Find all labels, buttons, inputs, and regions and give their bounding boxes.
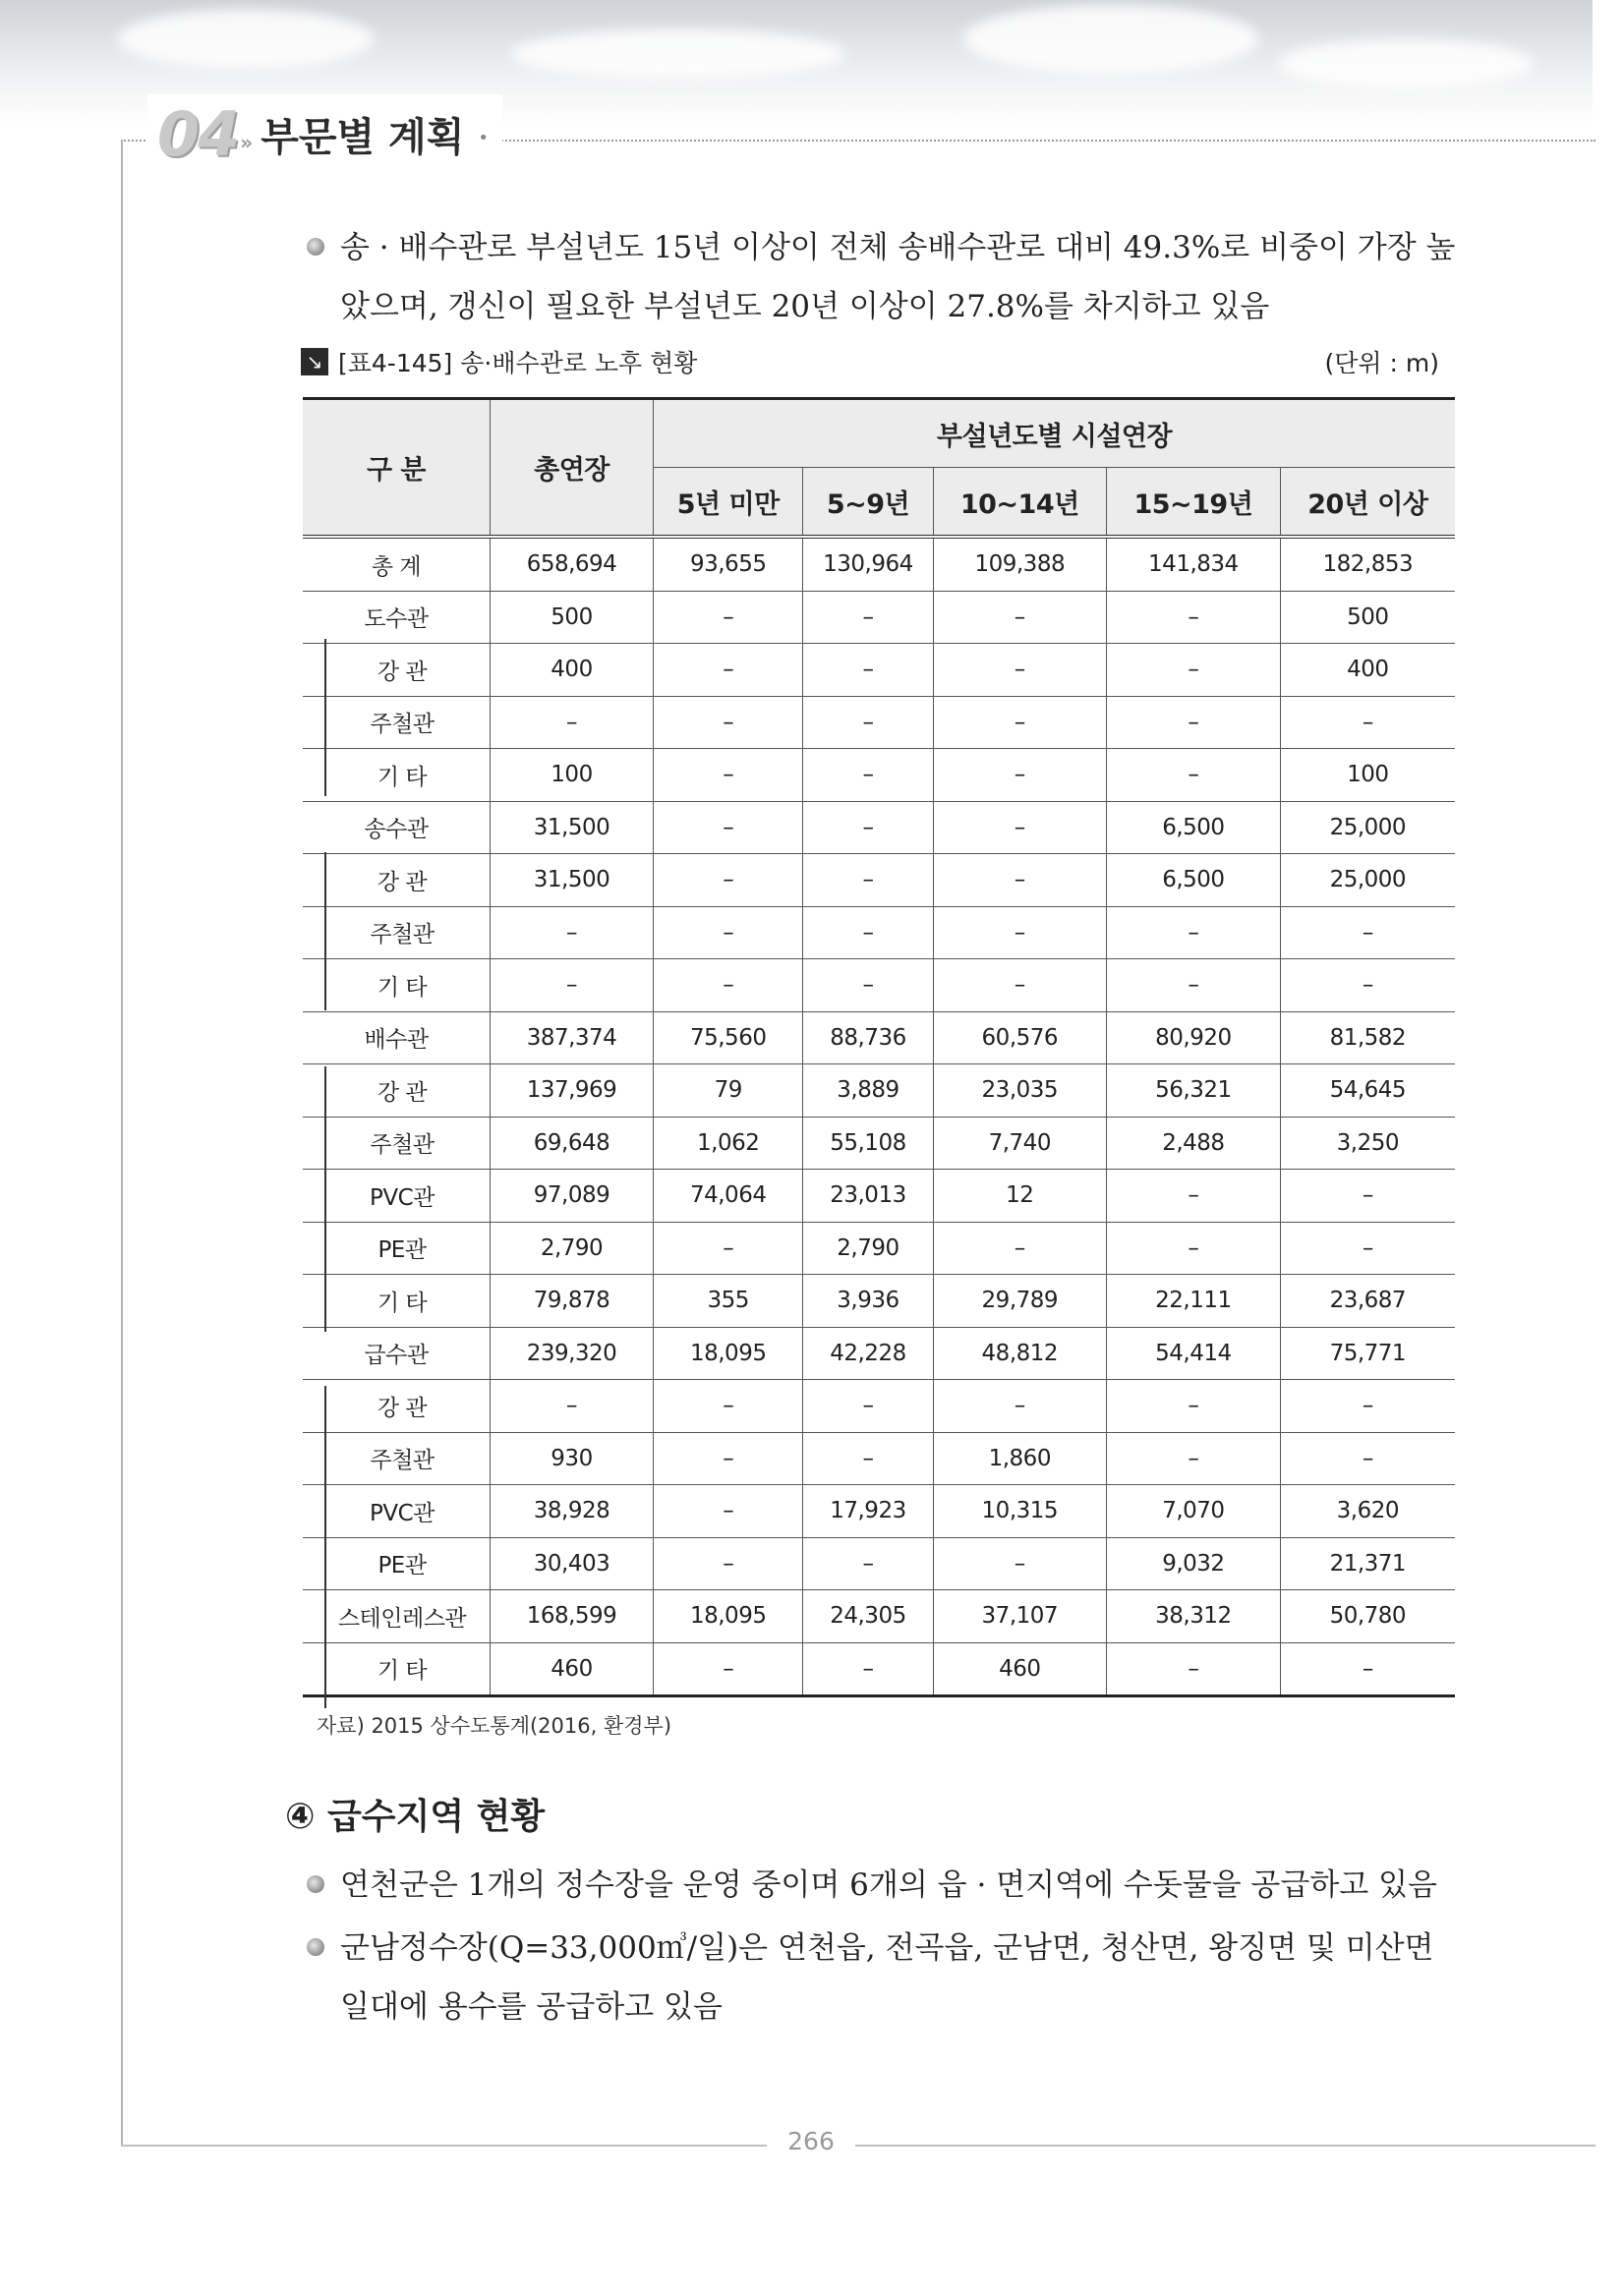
- table-cell: –: [1107, 1380, 1281, 1433]
- table-cell: –: [803, 1642, 933, 1696]
- table-row: [303, 1485, 1455, 1538]
- table-cell: –: [803, 1432, 933, 1485]
- table-cell: –: [933, 591, 1107, 644]
- table-cell: 38,928: [491, 1485, 654, 1538]
- group-bracket-line: [324, 1386, 326, 1708]
- table-cell: 12: [933, 1170, 1107, 1223]
- table-cell: 6,500: [1107, 854, 1281, 907]
- table-cell: 55,108: [803, 1117, 933, 1170]
- table-row: [303, 906, 1455, 959]
- table-cell: –: [654, 1537, 803, 1590]
- table-cell: 2,488: [1107, 1117, 1281, 1170]
- row-label: 기 타: [303, 749, 491, 802]
- table-cell: –: [654, 749, 803, 802]
- table-cell: 31,500: [491, 854, 654, 907]
- table-row: [303, 854, 1455, 907]
- table-cell: 658,694: [491, 537, 654, 591]
- table-cell: 500: [1280, 591, 1455, 644]
- chapter-number: 04: [157, 97, 239, 170]
- group-bracket-line: [324, 1066, 326, 1332]
- table-cell: 7,070: [1107, 1485, 1281, 1538]
- table-cell: 93,655: [654, 537, 803, 591]
- table-cell: –: [803, 959, 933, 1012]
- table-cell: 400: [1280, 644, 1455, 697]
- row-label: 기 타: [303, 959, 491, 1012]
- table-cell: 239,320: [491, 1327, 654, 1380]
- table-cell: 3,620: [1280, 1485, 1455, 1538]
- table-cell: 18,095: [654, 1327, 803, 1380]
- table-caption-label: [표4-145] 송·배수관로 노후 현황: [338, 349, 698, 377]
- group-bracket-line: [324, 852, 326, 1010]
- header-year-group: 부설년도별 시설연장: [654, 399, 1456, 468]
- table-cell: 6,500: [1107, 801, 1281, 854]
- cloud-decoration: [1278, 39, 1534, 88]
- table-cell: –: [933, 801, 1107, 854]
- table-cell: 18,095: [654, 1590, 803, 1643]
- table-cell: 88,736: [803, 1011, 933, 1064]
- table-cell: –: [654, 696, 803, 749]
- table-cell: –: [654, 959, 803, 1012]
- table-cell: 137,969: [491, 1064, 654, 1118]
- bullet-icon: [307, 238, 324, 256]
- chapter-heading: [147, 94, 502, 173]
- page-frame-left: [121, 140, 123, 2145]
- table-cell: 30,403: [491, 1537, 654, 1590]
- table-row: [303, 749, 1455, 802]
- table-cell: 81,582: [1280, 1011, 1455, 1064]
- page-number: 266: [767, 2127, 855, 2155]
- table-cell: –: [803, 1537, 933, 1590]
- row-label: 도수관: [303, 591, 491, 644]
- table-cell: –: [654, 591, 803, 644]
- table-cell: –: [1280, 1170, 1455, 1223]
- table-cell: –: [803, 1380, 933, 1433]
- table-cell: –: [491, 696, 654, 749]
- table-cell: 109,388: [933, 537, 1107, 591]
- row-label: 주철관: [303, 1432, 491, 1485]
- intro-bullet-text: 송 · 배수관로 부설년도 15년 이상이 전체 송배수관로 대비 49.3%로 비중이 가장 높았으며, 갱신이 필요한 부설년도 20년 이상이 27.8%를 차지하고 있음: [340, 230, 1456, 324]
- table-cell: 74,064: [654, 1170, 803, 1223]
- table-cell: 460: [491, 1642, 654, 1696]
- arrow-down-right-icon: ↘: [301, 348, 328, 375]
- table-row: [303, 801, 1455, 854]
- table-caption: [301, 344, 1439, 379]
- table-cell: 75,560: [654, 1011, 803, 1064]
- table-cell: 54,645: [1280, 1064, 1455, 1118]
- table-cell: 79,878: [491, 1275, 654, 1328]
- table-cell: –: [803, 644, 933, 697]
- table-row: [303, 644, 1455, 697]
- table-cell: 31,500: [491, 801, 654, 854]
- table-cell: 2,790: [803, 1222, 933, 1275]
- table-cell: –: [654, 1485, 803, 1538]
- table-unit: (단위 : m): [1324, 349, 1439, 377]
- row-label: 배수관: [303, 1011, 491, 1064]
- table-cell: –: [933, 1537, 1107, 1590]
- table-row: [303, 1064, 1455, 1118]
- table-cell: –: [1107, 1222, 1281, 1275]
- table-row: [303, 959, 1455, 1012]
- table-cell: –: [1107, 591, 1281, 644]
- table-cell: –: [654, 1222, 803, 1275]
- table-cell: 168,599: [491, 1590, 654, 1643]
- table-cell: 97,089: [491, 1170, 654, 1223]
- section-title: ④ 급수지역 현황: [285, 1797, 546, 1837]
- table-cell: 50,780: [1280, 1590, 1455, 1643]
- table-cell: –: [803, 696, 933, 749]
- table-cell: –: [491, 1380, 654, 1433]
- table-cell: –: [933, 696, 1107, 749]
- table-cell: 141,834: [1107, 537, 1281, 591]
- chapter-title: 부문별 계획: [261, 113, 465, 160]
- table-cell: 25,000: [1280, 854, 1455, 907]
- table-cell: –: [1107, 696, 1281, 749]
- table-cell: 1,062: [654, 1117, 803, 1170]
- header-year-column: 5년 미만: [654, 468, 803, 538]
- row-label: 강 관: [303, 1380, 491, 1433]
- table-cell: 9,032: [1107, 1537, 1281, 1590]
- table-cell: 75,771: [1280, 1327, 1455, 1380]
- table-cell: 3,936: [803, 1275, 933, 1328]
- row-label: 강 관: [303, 1064, 491, 1118]
- table-cell: –: [933, 906, 1107, 959]
- table-cell: –: [1280, 696, 1455, 749]
- table-cell: –: [1107, 1432, 1281, 1485]
- table-cell: 56,321: [1107, 1064, 1281, 1118]
- table-cell: 3,889: [803, 1064, 933, 1118]
- table-cell: 387,374: [491, 1011, 654, 1064]
- table-row: [303, 1327, 1455, 1380]
- section-bullet: [307, 1856, 1457, 1915]
- table-cell: 22,111: [1107, 1275, 1281, 1328]
- table-cell: –: [654, 644, 803, 697]
- header-year-column: 20년 이상: [1280, 468, 1455, 538]
- table-cell: –: [1107, 644, 1281, 697]
- table-cell: –: [933, 644, 1107, 697]
- table-cell: 38,312: [1107, 1590, 1281, 1643]
- table-cell: –: [803, 749, 933, 802]
- table-row: [303, 1432, 1455, 1485]
- table-row: [303, 1011, 1455, 1064]
- table-cell: –: [933, 1222, 1107, 1275]
- page-frame-bottom: [121, 2145, 1595, 2147]
- source-note: 자료) 2015 상수도통계(2016, 환경부): [317, 1714, 672, 1738]
- table-cell: –: [1107, 1642, 1281, 1696]
- bullet-icon: [307, 1938, 324, 1956]
- group-bracket-line: [324, 639, 326, 796]
- header-year-column: 15~19년: [1107, 468, 1281, 538]
- table-cell: 460: [933, 1642, 1107, 1696]
- table-row: [303, 537, 1455, 591]
- row-label: PVC관: [303, 1170, 491, 1223]
- table-cell: 37,107: [933, 1590, 1107, 1643]
- header-category: 구 분: [303, 399, 491, 538]
- table-cell: –: [654, 1432, 803, 1485]
- table-cell: 80,920: [1107, 1011, 1281, 1064]
- table-cell: –: [1280, 959, 1455, 1012]
- table-cell: 10,315: [933, 1485, 1107, 1538]
- table-cell: –: [1107, 749, 1281, 802]
- table-cell: 69,648: [491, 1117, 654, 1170]
- table-row: [303, 696, 1455, 749]
- table-cell: –: [654, 1380, 803, 1433]
- table-cell: –: [1280, 1380, 1455, 1433]
- row-label: 기 타: [303, 1275, 491, 1328]
- row-label: 급수관: [303, 1327, 491, 1380]
- row-label: 주철관: [303, 906, 491, 959]
- table-cell: –: [1107, 906, 1281, 959]
- table-row: [303, 1117, 1455, 1170]
- table-cell: 1,860: [933, 1432, 1107, 1485]
- row-label: 주철관: [303, 696, 491, 749]
- intro-bullet: [307, 218, 1457, 336]
- table-cell: 60,576: [933, 1011, 1107, 1064]
- row-label: 강 관: [303, 644, 491, 697]
- table-cell: 54,414: [1107, 1327, 1281, 1380]
- row-label: 스테인레스관: [303, 1590, 491, 1643]
- table-row: [303, 1170, 1455, 1223]
- table-cell: –: [654, 801, 803, 854]
- table-cell: 23,013: [803, 1170, 933, 1223]
- table-cell: 500: [491, 591, 654, 644]
- table-cell: –: [1280, 906, 1455, 959]
- table-cell: –: [933, 959, 1107, 1012]
- table-cell: –: [491, 959, 654, 1012]
- table-cell: –: [803, 854, 933, 907]
- table-cell: –: [491, 906, 654, 959]
- table-cell: –: [1280, 1222, 1455, 1275]
- cloud-decoration: [511, 29, 845, 79]
- table-cell: –: [654, 1642, 803, 1696]
- table-cell: 48,812: [933, 1327, 1107, 1380]
- table-cell: 930: [491, 1432, 654, 1485]
- table-cell: –: [803, 906, 933, 959]
- row-label: 기 타: [303, 1642, 491, 1696]
- row-label: PE관: [303, 1537, 491, 1590]
- section-bullet-text: 군남정수장(Q=33,000㎥/일)은 연천읍, 전곡읍, 군남면, 청산면, 왕징면 및 미산면 일대에 용수를 공급하고 있음: [340, 1930, 1434, 2025]
- table-cell: –: [1280, 1432, 1455, 1485]
- table-cell: –: [803, 591, 933, 644]
- bullet-dot-icon: •: [478, 127, 489, 148]
- table-cell: –: [654, 854, 803, 907]
- cloud-decoration: [963, 5, 1258, 74]
- header-total: 총연장: [491, 399, 654, 538]
- table-cell: 23,035: [933, 1064, 1107, 1118]
- table-row: [303, 1222, 1455, 1275]
- table-cell: 24,305: [803, 1590, 933, 1643]
- table-row: [303, 591, 1455, 644]
- header-year-column: 5~9년: [803, 468, 933, 538]
- table-cell: 79: [654, 1064, 803, 1118]
- table-cell: 100: [491, 749, 654, 802]
- row-label: 송수관: [303, 801, 491, 854]
- table-cell: 400: [491, 644, 654, 697]
- cloud-decoration: [118, 10, 374, 69]
- table-cell: –: [933, 1380, 1107, 1433]
- row-label: PVC관: [303, 1485, 491, 1538]
- table-cell: 182,853: [1280, 537, 1455, 591]
- table-cell: 100: [1280, 749, 1455, 802]
- table-cell: –: [803, 801, 933, 854]
- table-cell: –: [933, 854, 1107, 907]
- table-row: [303, 1275, 1455, 1328]
- table-row: [303, 1380, 1455, 1433]
- chapter-arrow-icon: »: [240, 131, 254, 154]
- table-cell: 21,371: [1280, 1537, 1455, 1590]
- section-bullet: [307, 1919, 1457, 2037]
- row-label: PE관: [303, 1222, 491, 1275]
- row-label: 주철관: [303, 1117, 491, 1170]
- table-cell: –: [654, 906, 803, 959]
- table-cell: 355: [654, 1275, 803, 1328]
- table-row: [303, 1590, 1455, 1643]
- table-cell: 2,790: [491, 1222, 654, 1275]
- table-cell: –: [1107, 959, 1281, 1012]
- header-year-column: 10~14년: [933, 468, 1107, 538]
- table-cell: 3,250: [1280, 1117, 1455, 1170]
- table-cell: 130,964: [803, 537, 933, 591]
- table-row: [303, 1642, 1455, 1696]
- table-cell: 23,687: [1280, 1275, 1455, 1328]
- table-cell: 29,789: [933, 1275, 1107, 1328]
- table-cell: 25,000: [1280, 801, 1455, 854]
- row-label: 총 계: [303, 537, 491, 591]
- table-cell: 7,740: [933, 1117, 1107, 1170]
- row-label: 강 관: [303, 854, 491, 907]
- table-row: [303, 1537, 1455, 1590]
- table-cell: 42,228: [803, 1327, 933, 1380]
- pipeline-age-table: [303, 397, 1455, 1697]
- table-cell: 17,923: [803, 1485, 933, 1538]
- bullet-icon: [307, 1875, 324, 1893]
- table-cell: –: [1107, 1170, 1281, 1223]
- table-cell: –: [1280, 1642, 1455, 1696]
- section-bullet-text: 연천군은 1개의 정수장을 운영 중이며 6개의 읍 · 면지역에 수돗물을 공급하고 있음: [340, 1867, 1437, 1903]
- table-cell: –: [933, 749, 1107, 802]
